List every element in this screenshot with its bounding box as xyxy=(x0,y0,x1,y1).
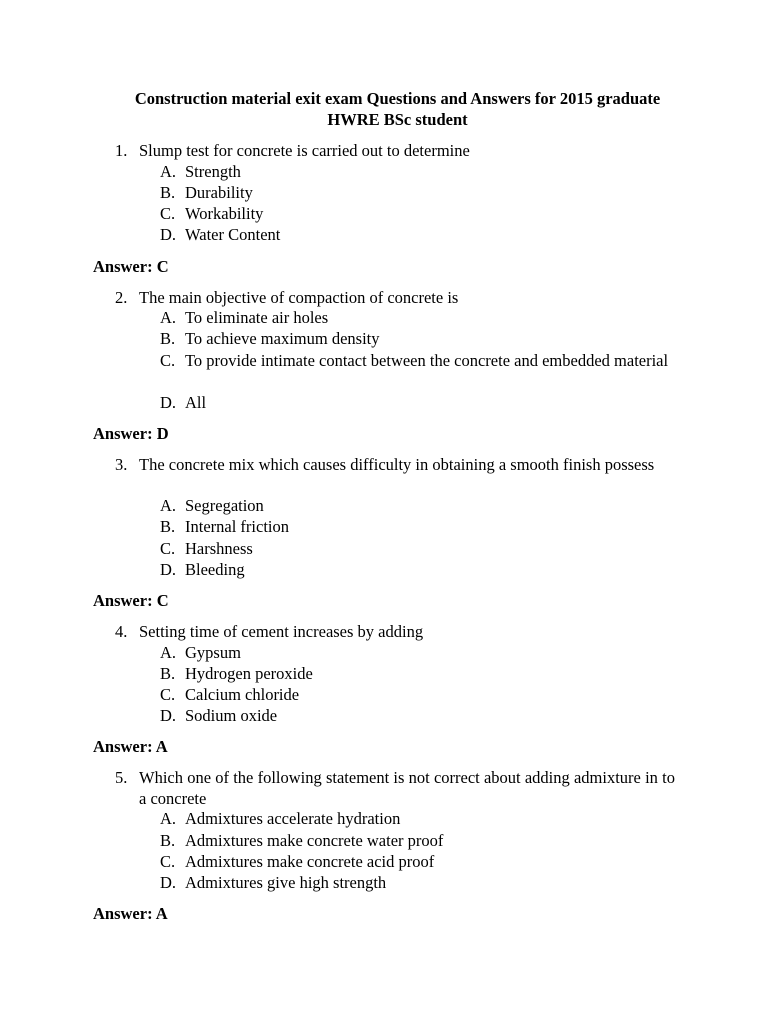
option-letter: B. xyxy=(160,517,176,536)
option-text: Calcium chloride xyxy=(185,685,300,704)
option-text: To provide intimate contact between the concrete and embedded material xyxy=(185,351,669,370)
option-letter: D. xyxy=(160,873,177,892)
option-text: Gypsum xyxy=(185,643,241,662)
option-text: Hydrogen peroxide xyxy=(185,664,313,683)
question-text: The concrete mix which causes difficulty in obtaining a smooth finish possess xyxy=(139,455,655,474)
option-letter: C. xyxy=(160,685,176,704)
option-text: Admixtures make concrete water proof xyxy=(185,831,444,850)
option-letter: A. xyxy=(160,809,177,828)
option-letter: D. xyxy=(160,560,177,579)
option-letter: B. xyxy=(160,831,176,850)
option-text: Admixtures accelerate hydration xyxy=(185,809,401,828)
option-letter: C. xyxy=(160,852,176,871)
question-number: 2. xyxy=(115,288,128,307)
option-letter: C. xyxy=(160,204,176,223)
answer-5: Answer: A xyxy=(93,904,168,923)
option-text: Strength xyxy=(185,162,241,181)
option-text: Admixtures make concrete acid proof xyxy=(185,852,435,871)
option-text: Durability xyxy=(185,183,253,202)
question-text: Setting time of cement increases by adding xyxy=(139,622,424,641)
answer-4: Answer: A xyxy=(93,737,168,756)
option-letter: A. xyxy=(160,162,177,181)
option-text: Workability xyxy=(185,204,264,223)
option-letter: A. xyxy=(160,308,177,327)
option-letter: B. xyxy=(160,183,176,202)
question-text: The main objective of compaction of concrete is xyxy=(139,288,459,307)
answer-2: Answer: D xyxy=(93,424,169,443)
question-number: 5. xyxy=(115,768,128,787)
option-letter: C. xyxy=(160,351,176,370)
option-text: Admixtures give high strength xyxy=(185,873,387,892)
question-text: Which one of the following statement is not correct about adding admixture in to a concrete xyxy=(139,768,675,808)
option-letter: D. xyxy=(160,393,177,412)
option-letter: B. xyxy=(160,664,176,683)
question-number: 3. xyxy=(115,455,128,474)
answer-3: Answer: C xyxy=(93,591,169,610)
question-text: Slump test for concrete is carried out to determine xyxy=(139,141,470,160)
option-text: Sodium oxide xyxy=(185,706,278,725)
option-text: Internal friction xyxy=(185,517,289,536)
answer-1: Answer: C xyxy=(93,257,169,276)
option-letter: D. xyxy=(160,225,177,244)
option-text: To eliminate air holes xyxy=(185,308,329,327)
document-title-line-2: HWRE BSc student xyxy=(327,110,468,129)
option-text: To achieve maximum density xyxy=(185,329,380,348)
option-letter: A. xyxy=(160,496,177,515)
option-letter: C. xyxy=(160,539,176,558)
option-text: Water Content xyxy=(185,225,281,244)
question-number: 1. xyxy=(115,141,128,160)
option-text: Segregation xyxy=(185,496,264,515)
option-letter: B. xyxy=(160,329,176,348)
option-text: Bleeding xyxy=(185,560,245,579)
option-letter: D. xyxy=(160,706,177,725)
option-text: All xyxy=(185,393,207,412)
option-letter: A. xyxy=(160,643,177,662)
document-title-line-1: Construction material exit exam Questions and Answers for 2015 graduate xyxy=(134,89,661,108)
question-number: 4. xyxy=(115,622,128,641)
option-text: Harshness xyxy=(185,539,253,558)
